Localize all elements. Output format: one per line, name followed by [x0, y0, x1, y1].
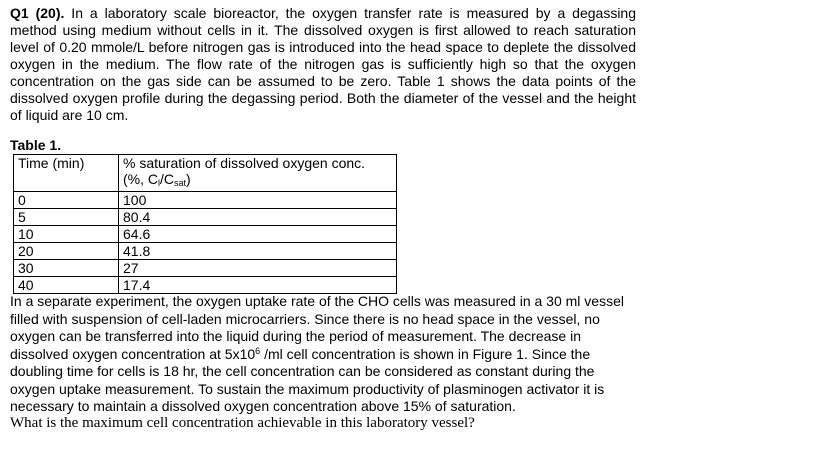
paragraph-oxygen-uptake — [10, 293, 638, 416]
table-row — [14, 277, 397, 294]
col-header-time: Time (min) — [14, 155, 119, 192]
cell-saturation: 17.4 — [119, 277, 397, 294]
cell-time: 30 — [14, 260, 119, 277]
cell-time: 40 — [14, 277, 119, 294]
header-subscript: sat — [174, 178, 187, 188]
cell-time: 20 — [14, 243, 119, 260]
question-text: In a laboratory scale bioreactor, the oxygen transfer rate is measured by a degassing method using medium without cells in it. The dissolved oxygen is first allowed to reach saturation level of 0.20 mmole/L before nitrogen gas is introduced into the head space to deplete the dissolved oxygen in the medium. The flow rate of the nitrogen gas is sufficiently high so that the oxygen concentration on the gas side can be assumed to be zero. Table 1 shows the data points of the dissolved oxygen profile during the degassing period. Both the diameter of the vessel and the height of liquid are 10 cm. — [10, 5, 636, 123]
cell-time: 10 — [14, 226, 119, 243]
table-row — [14, 226, 397, 243]
data-table — [13, 154, 397, 294]
cell-saturation: 41.8 — [119, 243, 397, 260]
table-row — [14, 260, 397, 277]
cell-time: 0 — [14, 192, 119, 209]
question-intro — [10, 5, 636, 124]
paragraph2-text-b: /ml cell concentration is shown in Figure 1. Since the doubling time for cells is 18 hr, the cell concentration can be considered as constant during the oxygen uptake measurement. To sustain the maximum productivity of plasminogen activator it is necessary to maintain a dissolved oxygen concentration above 15% of saturation. — [10, 345, 605, 414]
table-row — [14, 243, 397, 260]
table-header-row — [14, 155, 397, 192]
table-caption: Table 1. — [10, 137, 62, 153]
table-row — [14, 192, 397, 209]
cell-saturation: 64.6 — [119, 226, 397, 243]
table-row — [14, 209, 397, 226]
question-label: Q1 (20). — [10, 5, 65, 21]
cell-time: 5 — [14, 209, 119, 226]
cell-saturation: 80.4 — [119, 209, 397, 226]
header-part: /C — [160, 171, 174, 187]
header-part: (%, C — [123, 171, 158, 187]
header-subscript: l — [158, 178, 160, 188]
col-header-saturation-line2 — [123, 171, 392, 191]
cell-saturation: 27 — [119, 260, 397, 277]
col-header-saturation-line1: % saturation of dissolved oxygen conc. — [123, 155, 366, 171]
exponent-superscript: 6 — [255, 345, 261, 356]
paragraph2-text-a: In a separate experiment, the oxygen uptake rate of the CHO cells was measured in a 30 ml vessel filled with suspension of cell-laden microcarriers. Since there is no head space in the vessel, no oxygen can be transferred into the liquid during the period of measurement. The decrease in dissolved oxygen concentration at 5x10 — [10, 293, 624, 362]
final-question: What is the maximum cell concentration achievable in this laboratory vessel? — [10, 415, 475, 431]
header-part: ) — [186, 171, 191, 187]
cell-saturation: 100 — [119, 192, 397, 209]
col-header-saturation — [119, 155, 397, 192]
